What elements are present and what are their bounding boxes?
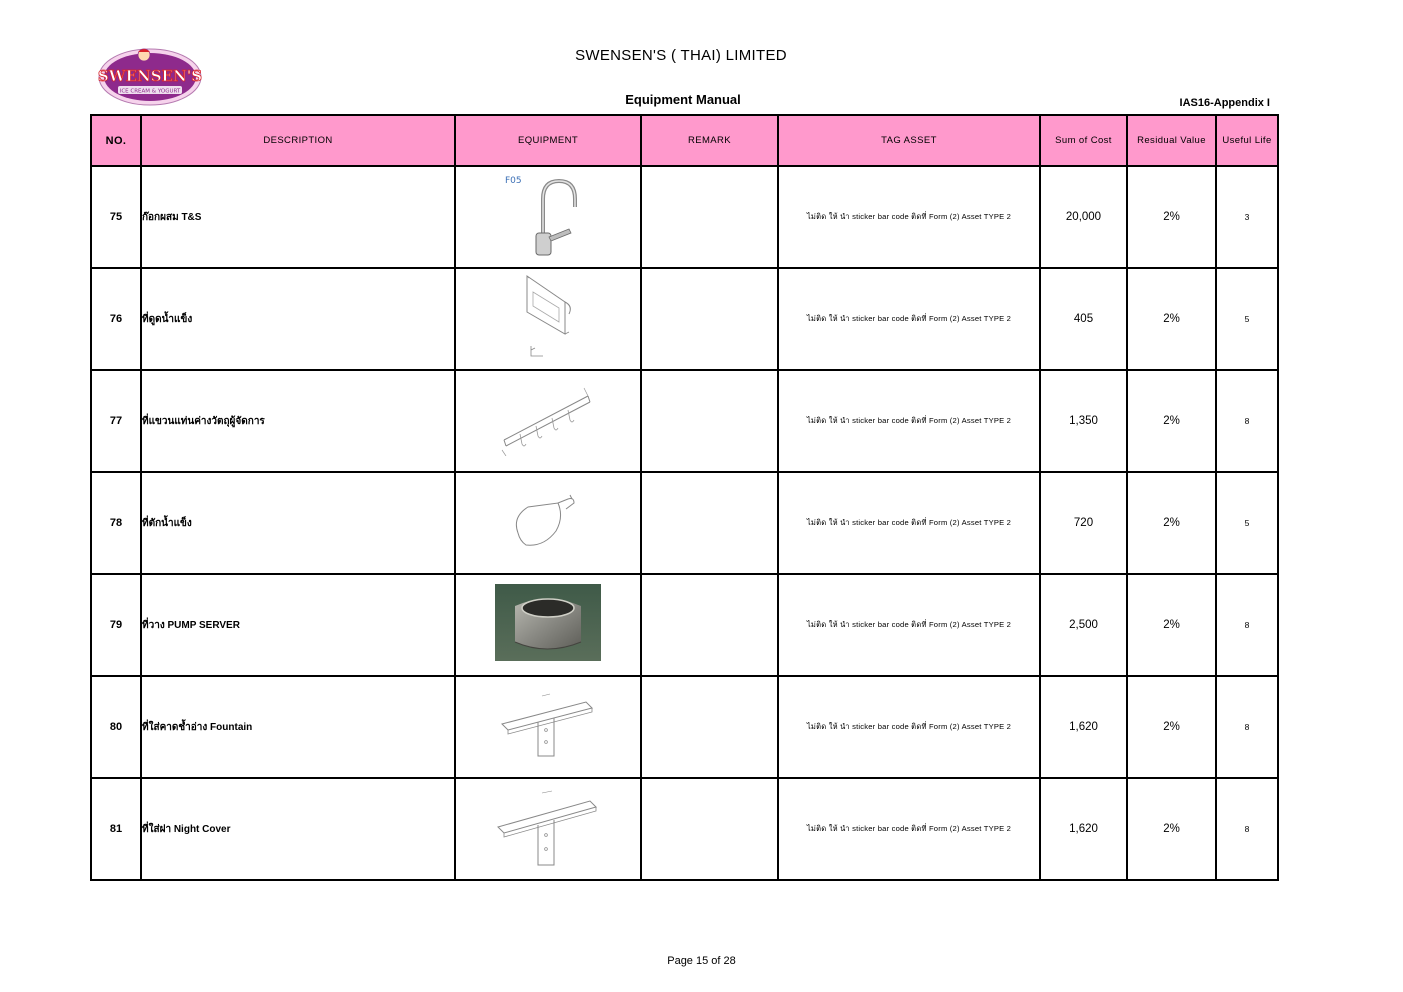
table-row — [91, 472, 1278, 574]
appendix-label: IAS16-Appendix I — [1179, 97, 1270, 109]
row-residual: 2% — [1127, 676, 1216, 778]
row-number: 78 — [91, 472, 141, 574]
row-cost: 1,620 — [1040, 676, 1127, 778]
header-residual: Residual Value — [1127, 115, 1216, 166]
row-number: 75 — [91, 166, 141, 268]
row-life: 3 — [1216, 166, 1278, 268]
row-tag-asset: ไม่ติด ให้ นำ sticker bar code ติดที่ Form (2) Asset TYPE 2 — [778, 676, 1040, 778]
t-bracket-icon — [498, 692, 598, 763]
row-number: 76 — [91, 268, 141, 370]
row-cost: 20,000 — [1040, 166, 1127, 268]
row-residual: 2% — [1127, 166, 1216, 268]
row-remark — [641, 574, 778, 676]
equipment-table — [90, 114, 1279, 881]
row-residual: 2% — [1127, 472, 1216, 574]
ice-holder-icon — [513, 272, 583, 367]
row-equipment — [455, 472, 641, 574]
table-row — [91, 574, 1278, 676]
table-header-row — [91, 115, 1278, 166]
hanger-rack-icon — [498, 382, 598, 461]
svg-text:F05: F05 — [505, 175, 522, 186]
row-description: ก๊อกผสม T&S — [141, 166, 455, 268]
row-number: 79 — [91, 574, 141, 676]
row-cost: 405 — [1040, 268, 1127, 370]
svg-text:ICE CREAM & YOGURT: ICE CREAM & YOGURT — [119, 88, 181, 95]
header-life: Useful Life — [1216, 115, 1278, 166]
row-tag-asset: ไม่ติด ให้ นำ sticker bar code ติดที่ Form (2) Asset TYPE 2 — [778, 472, 1040, 574]
company-name: SWENSEN'S ( THAI) LIMITED — [575, 47, 787, 64]
row-tag-asset: ไม่ติด ให้ นำ sticker bar code ติดที่ Form (2) Asset TYPE 2 — [778, 166, 1040, 268]
header-cost: Sum of Cost — [1040, 115, 1127, 166]
row-life: 5 — [1216, 268, 1278, 370]
row-equipment — [455, 268, 641, 370]
row-residual: 2% — [1127, 574, 1216, 676]
row-number: 81 — [91, 778, 141, 880]
row-life: 8 — [1216, 676, 1278, 778]
page-number: Page 15 of 28 — [667, 955, 736, 967]
row-equipment — [455, 370, 641, 472]
row-description: ที่วาง PUMP SERVER — [141, 574, 455, 676]
row-life: 5 — [1216, 472, 1278, 574]
row-life: 8 — [1216, 574, 1278, 676]
row-residual: 2% — [1127, 370, 1216, 472]
row-tag-asset: ไม่ติด ให้ นำ sticker bar code ติดที่ Form (2) Asset TYPE 2 — [778, 268, 1040, 370]
row-residual: 2% — [1127, 778, 1216, 880]
table-row — [91, 268, 1278, 370]
svg-text:SWENSEN'S: SWENSEN'S — [98, 67, 202, 85]
row-tag-asset: ไม่ติด ให้ นำ sticker bar code ติดที่ Form (2) Asset TYPE 2 — [778, 574, 1040, 676]
table-row — [91, 370, 1278, 472]
row-number: 80 — [91, 676, 141, 778]
header-no: NO. — [91, 115, 141, 166]
row-description: ที่แขวนแท่นค่างวัตถุผู้จัดการ — [141, 370, 455, 472]
ice-scoop-icon — [508, 493, 588, 554]
row-equipment — [455, 574, 641, 676]
row-cost: 1,620 — [1040, 778, 1127, 880]
header-tag-asset: TAG ASSET — [778, 115, 1040, 166]
table-row — [91, 778, 1278, 880]
table-row — [91, 676, 1278, 778]
row-description: ที่ดูดน้ำแข็ง — [141, 268, 455, 370]
row-tag-asset: ไม่ติด ให้ นำ sticker bar code ติดที่ Form (2) Asset TYPE 2 — [778, 370, 1040, 472]
row-life: 8 — [1216, 370, 1278, 472]
row-equipment — [455, 778, 641, 880]
row-equipment — [455, 166, 641, 268]
row-number: 77 — [91, 370, 141, 472]
document-title: Equipment Manual — [625, 92, 741, 107]
row-remark — [641, 166, 778, 268]
header-description: DESCRIPTION — [141, 115, 455, 166]
row-description: ที่ใส่คาดช้ำอ่าง Fountain — [141, 676, 455, 778]
row-life: 8 — [1216, 778, 1278, 880]
row-cost: 720 — [1040, 472, 1127, 574]
row-cost: 1,350 — [1040, 370, 1127, 472]
row-residual: 2% — [1127, 268, 1216, 370]
row-description: ที่ใส่ฝา Night Cover — [141, 778, 455, 880]
row-remark — [641, 676, 778, 778]
row-remark — [641, 370, 778, 472]
row-tag-asset: ไม่ติด ให้ นำ sticker bar code ติดที่ Form (2) Asset TYPE 2 — [778, 778, 1040, 880]
header-remark: REMARK — [641, 115, 778, 166]
pump-stand-photo — [495, 584, 601, 666]
table-row — [91, 166, 1278, 268]
row-remark — [641, 472, 778, 574]
row-remark — [641, 268, 778, 370]
row-remark — [641, 778, 778, 880]
t-bracket-icon — [494, 787, 602, 872]
row-cost: 2,500 — [1040, 574, 1127, 676]
faucet-icon — [503, 173, 593, 262]
header-equipment: EQUIPMENT — [455, 115, 641, 166]
row-equipment — [455, 676, 641, 778]
row-description: ที่ตักน้ำแข็ง — [141, 472, 455, 574]
